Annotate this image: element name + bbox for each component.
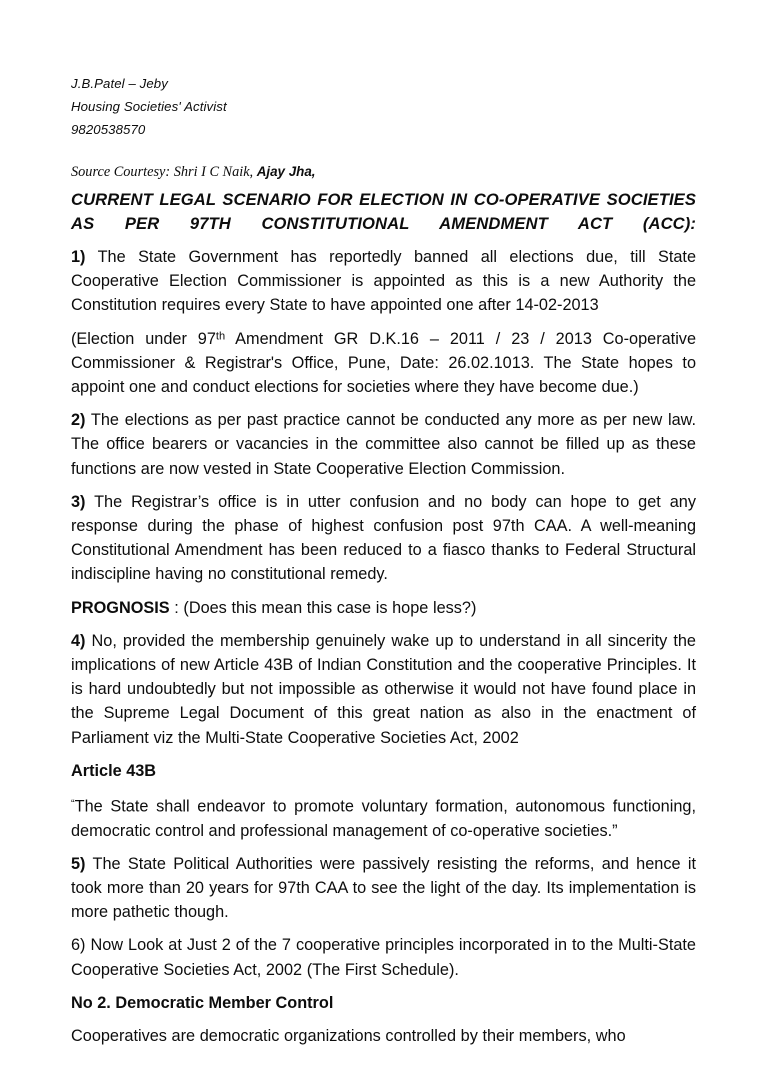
- item-number-5: 5): [71, 854, 86, 873]
- source-courtesy-serif: Source Courtesy: Shri I C Naik,: [71, 164, 254, 180]
- item-text-2: The elections as per past practice cannot be conducted any more as per new law. The office bearers or vacancies in the committee also cannot be filled up as these functions are now vested in State Cooperative Election Commission.: [71, 411, 696, 478]
- paragraph-article-quote: [71, 792, 696, 843]
- item-1b-post: Amendment GR D.K.16 – 2011 / 23 / 2013 Co-operative Commissioner & Registrar's Office, Pune, Date: 26.02.1013. The State hopes to appoint one and conduct elections for societies where they have become due.): [71, 329, 697, 397]
- item-number-4: 4): [71, 631, 86, 650]
- paragraph-item-2: [71, 408, 696, 481]
- paragraph-item-1b: [71, 327, 696, 400]
- item-text-3: The Registrar’s office is in utter confusion and no body can hope to get any response during the phase of highest confusion post 97th CAA. A well-meaning Constitutional Amendment has been reduced to a fiasco thanks to Federal Structural indiscipline having no constitutional remedy.: [71, 492, 696, 584]
- heading-principle-no-2: No 2. Democratic Member Control: [71, 993, 334, 1012]
- page-title: CURRENT LEGAL SCENARIO FOR ELECTION IN CO-OPERATIVE SOCIETIES AS PER 97TH CONSTITUTIONAL AMENDMENT ACT (ACC):: [71, 190, 696, 233]
- item-1b-pre: (Election under 97: [71, 329, 216, 348]
- item-text-5: The State Political Authorities were passively resisting the reforms, and hence it took more than 20 years for 97th CAA to see the light of the day. Its implementation is more pathetic though.: [71, 854, 696, 922]
- author-phone: 9820538570: [71, 122, 146, 137]
- paragraph-prognosis: [71, 596, 696, 620]
- paragraph-item-6: 6) Now Look at Just 2 of the 7 cooperative principles incorporated in to the Multi-State Cooperative Societies Act, 2002 (The First Schedule).: [71, 936, 696, 979]
- paragraph-item-3: [71, 490, 696, 587]
- item-number-2: 2): [71, 411, 86, 430]
- opening-quote-mark: “: [71, 797, 75, 810]
- item-number-3: 3): [71, 492, 86, 511]
- source-courtesy-sans: Ajay Jha,: [256, 164, 316, 179]
- item-text-1: The State Government has reportedly banned all elections due, till State Cooperative Election Commissioner is appointed as this is a new Authority the Constitution requires every State to have appointed one after 14-02-2013: [71, 248, 696, 315]
- author-block: [71, 72, 696, 141]
- author-role: Housing Societies' Activist: [71, 99, 227, 114]
- paragraph-item-1: [71, 245, 696, 318]
- paragraph-principle-text: Cooperatives are democratic organizations controlled by their members, who: [71, 1026, 626, 1045]
- article-quote-text: The State shall endeavor to promote voluntary formation, autonomous functioning, democratic control and professional management of co-operative societies.”: [71, 797, 696, 840]
- source-courtesy: [71, 162, 696, 182]
- paragraph-item-4: [71, 629, 696, 750]
- heading-article-43b: Article 43B: [71, 761, 157, 780]
- document-content: [71, 72, 696, 1048]
- prognosis-label: PROGNOSIS: [71, 598, 170, 617]
- item-number-1: 1): [71, 248, 86, 266]
- item-text-4: No, provided the membership genuinely wake up to understand in all sincerity the implications of new Article 43B of Indian Constitution and the cooperative Principles. It is hard undoubtedly but not impossible as otherwise it would not have found place in the Supreme Legal Document of this great nation as also in the enactment of Parliament viz the Multi-State Cooperative Societies Act, 2002: [71, 631, 696, 747]
- author-name: J.B.Patel – Jeby: [71, 76, 168, 91]
- paragraph-item-5: [71, 852, 696, 925]
- prognosis-text: : (Does this mean this case is hope less?): [169, 598, 477, 617]
- ordinal-suffix-th: th: [215, 329, 226, 342]
